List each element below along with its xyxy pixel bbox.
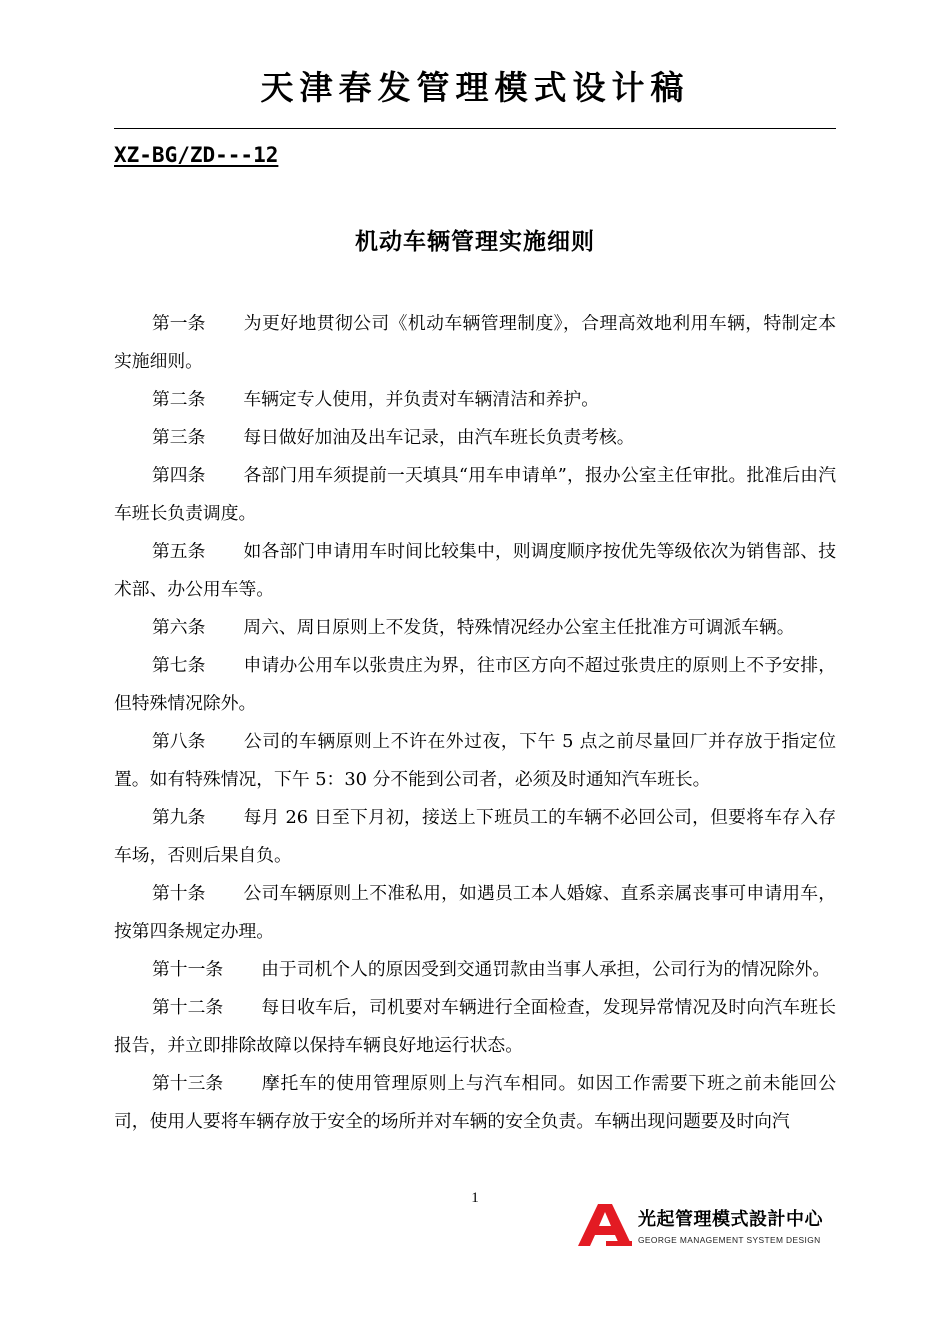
article-text: 车辆定专人使用，并负责对车辆清洁和养护。 (243, 389, 599, 410)
page-number: 1 (471, 1190, 479, 1206)
article-number: 第十一条 (152, 959, 224, 980)
article-11 (114, 951, 836, 989)
article-text: 周六、周日原则上不发货，特殊情况经办公室主任批准方可调派车辆。 (243, 617, 795, 638)
article-number: 第三条 (152, 427, 206, 448)
article-text: 每日做好加油及出车记录，由汽车班长负责考核。 (243, 427, 635, 448)
article-text: 如各部门申请用车时间比较集中，则调度顺序按优先等级依次为销售部、技术部、办公用车等。 (114, 541, 836, 600)
document-code: XZ-BG/ZD---12 (114, 143, 279, 167)
logo-a-mark-icon (576, 1203, 634, 1247)
logo-english-name: GEORGE MANAGEMENT SYSTEM DESIGN (638, 1235, 821, 1245)
article-1 (114, 305, 836, 381)
article-number: 第四条 (152, 465, 206, 486)
article-text: 摩托车的使用管理原则上与汽车相同。如因工作需要下班之前未能回公司，使用人要将车辆存放于安全的场所并对车辆的安全负责。车辆出现问题要及时向汽 (114, 1073, 836, 1132)
article-number: 第七条 (152, 655, 206, 676)
article-number: 第十条 (152, 883, 206, 904)
logo-bar (606, 1241, 632, 1246)
article-8 (114, 723, 836, 799)
article-number: 第十三条 (152, 1073, 224, 1094)
document-title: 机动车辆管理实施细则 (355, 229, 595, 255)
article-2 (114, 381, 836, 419)
article-number: 第一条 (152, 313, 206, 334)
article-12 (114, 989, 836, 1065)
article-text: 申请办公用车以张贵庄为界，往市区方向不超过张贵庄的原则上不予安排，但特殊情况除外。 (114, 655, 836, 714)
article-text: 公司的车辆原则上不许在外过夜，下午 5 点之前尽量回厂并存放于指定位置。如有特殊情况，下午 5：30 分不能到公司者，必须及时通知汽车班长。 (114, 731, 836, 790)
article-7 (114, 647, 836, 723)
article-text: 每日收车后，司机要对车辆进行全面检查，发现异常情况及时向汽车班长报告，并立即排除故障以保持车辆良好地运行状态。 (114, 997, 836, 1056)
header-divider (114, 128, 836, 129)
article-number: 第二条 (152, 389, 206, 410)
article-number: 第八条 (152, 731, 206, 752)
article-number: 第十二条 (152, 997, 224, 1018)
article-text: 公司车辆原则上不准私用，如遇员工本人婚嫁、直系亲属丧事可申请用车，按第四条规定办理。 (114, 883, 836, 942)
article-13 (114, 1065, 836, 1141)
article-4 (114, 457, 836, 533)
article-3 (114, 419, 836, 457)
article-text: 各部门用车须提前一天填具“用车申请单”，报办公室主任审批。批准后由汽车班长负责调度。 (114, 465, 836, 524)
article-5 (114, 533, 836, 609)
article-number: 第六条 (152, 617, 206, 638)
article-9 (114, 799, 836, 875)
article-6 (114, 609, 836, 647)
article-text: 每月 26 日至下月初，接送上下班员工的车辆不必回公司，但要将车存入存车场，否则后果自负。 (114, 807, 836, 866)
logo-chinese-name: 光起管理模式設計中心 (638, 1209, 823, 1230)
document-body (114, 305, 836, 1141)
article-10 (114, 875, 836, 951)
header-title: 天津春发管理模式设计稿 (260, 68, 690, 107)
article-text: 由于司机个人的原因受到交通罚款由当事人承担，公司行为的情况除外。 (261, 959, 831, 980)
article-text: 为更好地贯彻公司《机动车辆管理制度》，合理高效地利用车辆，特制定本实施细则。 (114, 313, 836, 372)
article-number: 第五条 (152, 541, 206, 562)
company-logo (576, 1203, 838, 1251)
article-number: 第九条 (152, 807, 206, 828)
